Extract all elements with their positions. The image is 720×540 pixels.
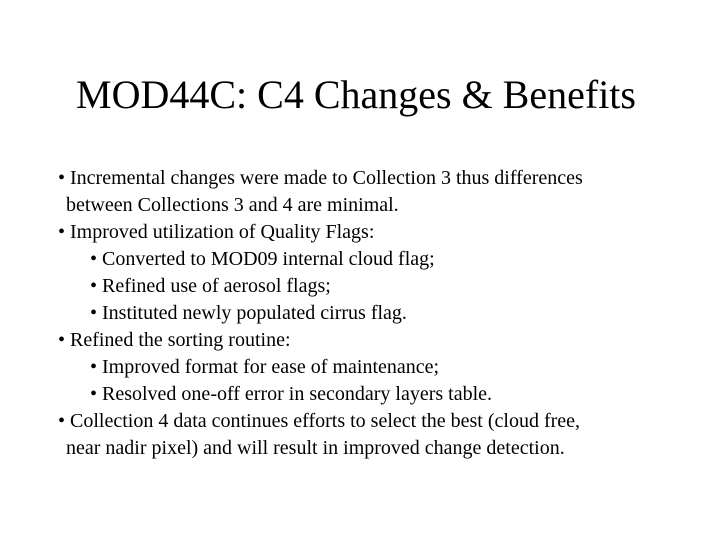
bullet-incremental-changes: • Incremental changes were made to Collection 3 thus differences	[58, 167, 583, 189]
bullet-collection-4-data-continued: near nadir pixel) and will result in improved change detection.	[66, 437, 565, 459]
sub-bullet-improved-format: • Improved format for ease of maintenance;	[90, 356, 440, 378]
bullet-collection-4-data: • Collection 4 data continues efforts to select the best (cloud free,	[58, 410, 581, 432]
sub-bullet-mod09-cloud-flag: • Converted to MOD09 internal cloud flag;	[90, 248, 435, 270]
sub-bullet-one-off-error: • Resolved one-off error in secondary layers table.	[90, 383, 493, 405]
slide-title: MOD44C: C4 Changes & Benefits	[76, 72, 636, 117]
sub-bullet-cirrus-flag: • Instituted newly populated cirrus flag.	[90, 302, 407, 324]
slide-body	[0, 165, 720, 462]
bullet-sorting-routine: • Refined the sorting routine:	[58, 329, 291, 351]
bullet-incremental-changes-continued: between Collections 3 and 4 are minimal.	[66, 194, 399, 216]
bullet-quality-flags: • Improved utilization of Quality Flags:	[58, 221, 375, 243]
sub-bullet-aerosol-flags: • Refined use of aerosol flags;	[90, 275, 331, 297]
